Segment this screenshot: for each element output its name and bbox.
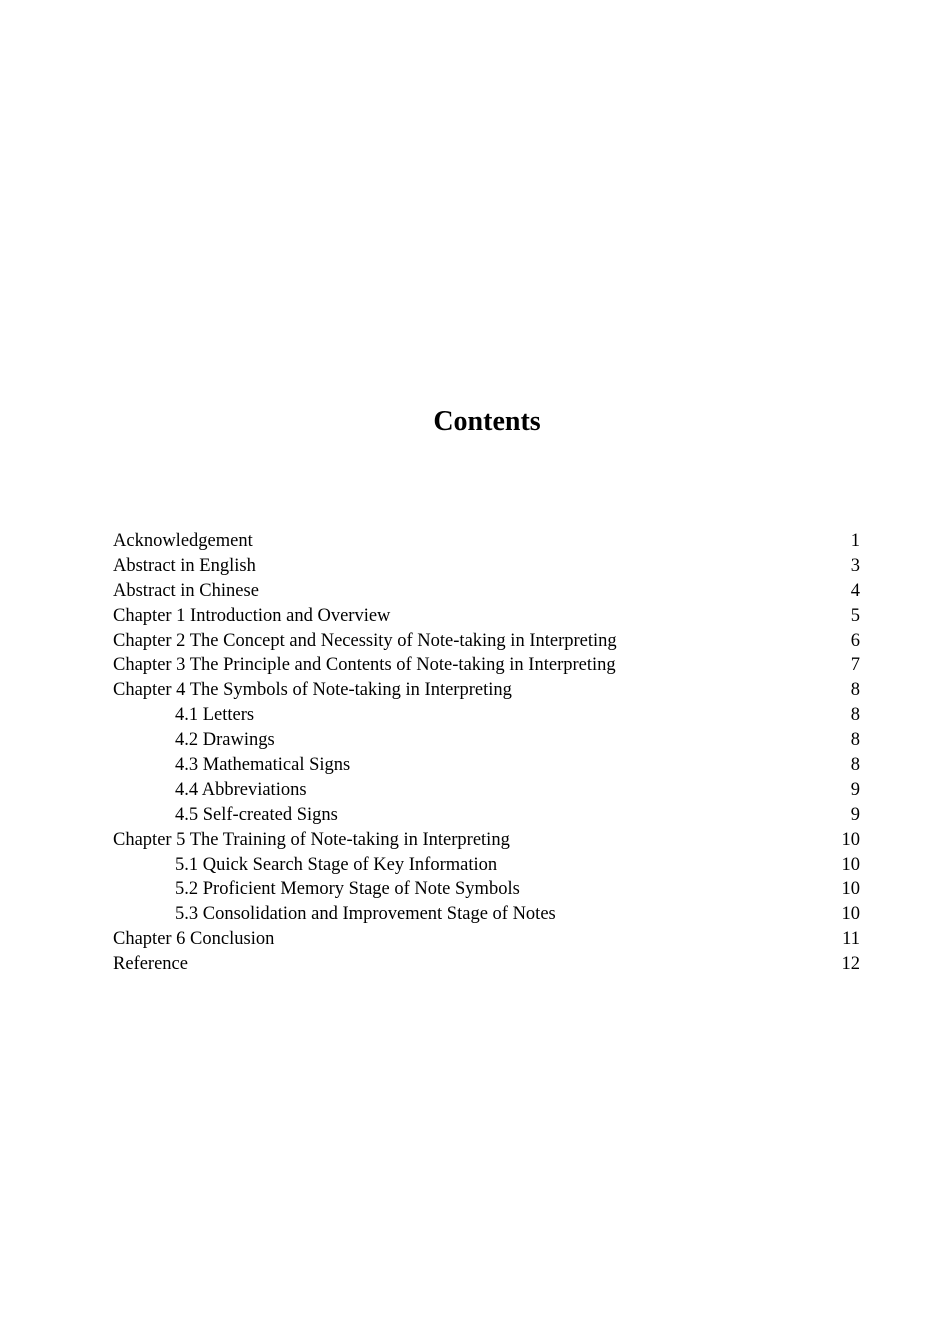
toc-entry-label: 4.5 Self-created Signs: [175, 804, 338, 825]
toc-subentry: [113, 778, 860, 803]
toc-subentry: [113, 853, 860, 878]
toc-entry-page-number: 6: [850, 630, 860, 651]
toc-entry-page-number: 4: [850, 580, 860, 601]
toc-entry: [113, 952, 860, 977]
toc-entry-label: Chapter 1 Introduction and Overview: [113, 605, 391, 626]
toc-entry-label: 4.2 Drawings: [175, 730, 275, 751]
toc-entry: [113, 604, 860, 629]
toc-entry-page-number: 10: [841, 879, 860, 900]
toc-entry-page-number: 9: [850, 779, 860, 800]
toc-entry: [113, 554, 860, 579]
toc-subentry: [113, 753, 860, 778]
toc-entry-page-number: 7: [850, 655, 860, 676]
contents-title: Contents: [433, 406, 541, 437]
toc-entry-label: Abstract in Chinese: [113, 580, 259, 601]
toc-entry-page-number: 8: [850, 705, 860, 726]
toc-entry-label: Chapter 3 The Principle and Contents of Note-taking in Interpreting: [113, 655, 616, 676]
toc-entry-label: Reference: [113, 954, 188, 975]
toc-subentry: [113, 902, 860, 927]
toc-entry-label: Acknowledgement: [113, 531, 253, 551]
toc-entry: [113, 927, 860, 952]
toc-entry-label: 5.2 Proficient Memory Stage of Note Symbols: [175, 879, 520, 900]
toc-entry-page-number: 3: [850, 555, 860, 576]
toc-entry: [113, 529, 860, 554]
table-of-contents: [113, 529, 860, 977]
toc-entry-label: 4.4 Abbreviations: [175, 779, 307, 800]
toc-entry-label: 5.3 Consolidation and Improvement Stage of Notes: [175, 904, 556, 925]
toc-entry-label: Abstract in English: [113, 555, 256, 576]
toc-entry-label: 5.1 Quick Search Stage of Key Information: [175, 854, 498, 875]
toc-subentry: [113, 877, 860, 902]
toc-entry-page-number: 9: [850, 804, 860, 825]
toc-entry-page-number: 12: [841, 954, 860, 975]
toc-entry-page-number: 8: [850, 680, 860, 701]
toc-entry-page-number: 5: [850, 605, 860, 626]
toc-entry: [113, 579, 860, 604]
toc-entry-page-number: 1: [850, 531, 860, 551]
toc-entry-label: Chapter 2 The Concept and Necessity of Note-taking in Interpreting: [113, 630, 617, 651]
toc-subentry: [113, 803, 860, 828]
toc-entry: [113, 629, 860, 654]
toc-entry-page-number: 10: [841, 854, 860, 875]
toc-entry-page-number: 10: [841, 829, 860, 850]
toc-entry-page-number: 8: [850, 755, 860, 776]
toc-entry: [113, 678, 860, 703]
toc-entry-label: Chapter 6 Conclusion: [113, 929, 275, 950]
toc-entry-label: 4.3 Mathematical Signs: [175, 755, 351, 776]
toc-subentry: [113, 728, 860, 753]
toc-entry-page-number: 11: [842, 929, 860, 950]
toc-entry: [113, 653, 860, 678]
toc-entry-label: 4.1 Letters: [175, 705, 255, 726]
toc-entry-label: Chapter 4 The Symbols of Note-taking in Interpreting: [113, 680, 512, 701]
toc-entry-page-number: 8: [850, 730, 860, 751]
toc-entry-page-number: 10: [841, 904, 860, 925]
toc-entry-label: Chapter 5 The Training of Note-taking in Interpreting: [113, 829, 510, 850]
toc-entry: [113, 828, 860, 853]
toc-subentry: [113, 703, 860, 728]
